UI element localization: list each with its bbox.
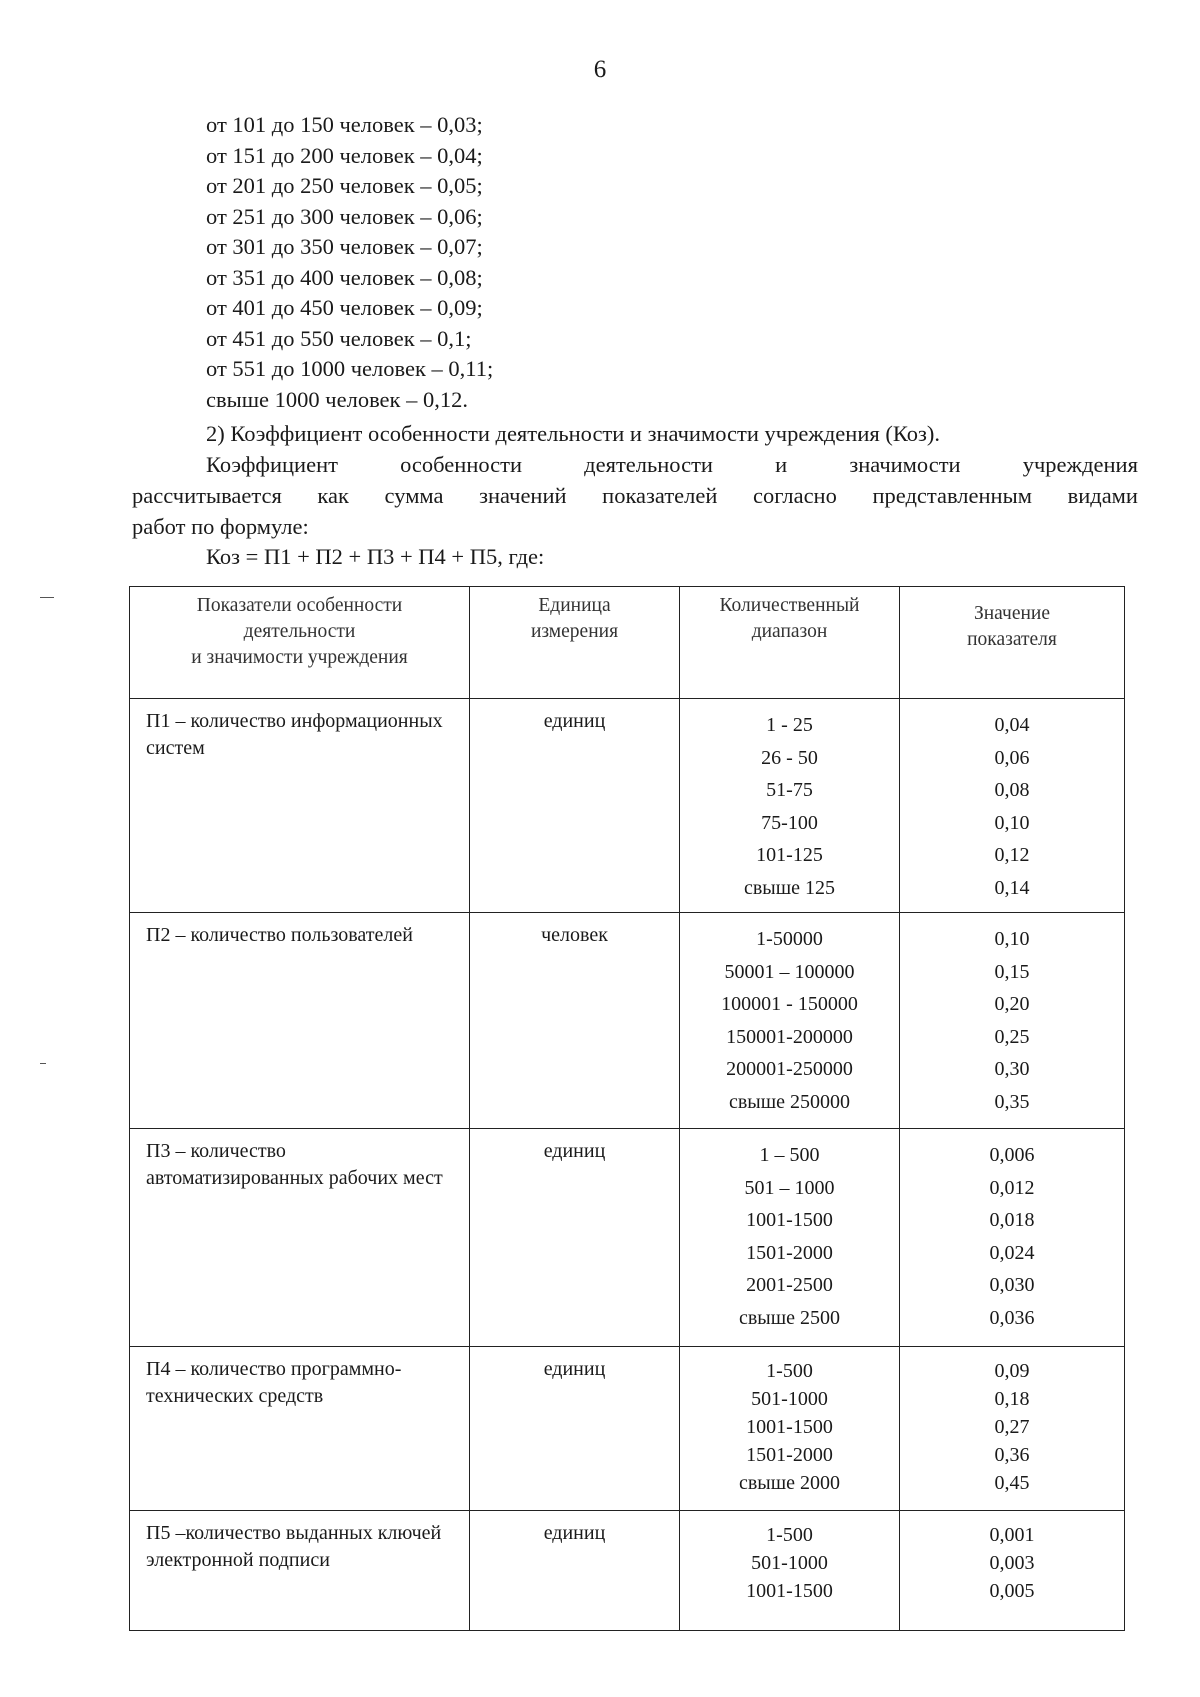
header-indicator — [130, 587, 470, 699]
range-item: 100001 - 150000 — [721, 993, 858, 1015]
header-range — [680, 587, 900, 699]
range-item: свыше 250000 — [728, 1090, 851, 1113]
paragraph-word: представленным — [872, 483, 1032, 508]
range-cell — [680, 913, 900, 1129]
list-item: от 551 до 1000 человек – 0,11; — [206, 356, 494, 381]
paragraph-word: сумма — [384, 483, 444, 508]
value-item: 0,14 — [994, 876, 1030, 899]
range-item: 1001-1500 — [746, 1580, 833, 1602]
value-item: 0,12 — [994, 844, 1030, 866]
value-item: 0,25 — [994, 1025, 1030, 1048]
indicator-cell: П2 – количество пользователей — [130, 913, 470, 1129]
list-item: от 101 до 150 человек – 0,03; — [206, 112, 483, 137]
value-item: 0,04 — [994, 714, 1030, 736]
unit-cell: единиц — [470, 1347, 680, 1511]
range-item: свыше 125 — [743, 876, 836, 899]
range-item: 1-50000 — [756, 928, 823, 950]
range-cell — [680, 1511, 900, 1631]
paragraph-line-3: работ по формуле: — [132, 514, 309, 539]
range-item: свыше 2500 — [738, 1306, 841, 1329]
list-item: свыше 1000 человек – 0,12. — [206, 386, 468, 412]
value-item: 0,024 — [989, 1241, 1035, 1264]
header-line: Количественный — [719, 595, 860, 616]
range-item: 1001-1500 — [746, 1209, 833, 1231]
list-item: от 201 до 250 человек – 0,05; — [206, 173, 483, 198]
value-cell — [900, 1129, 1125, 1347]
range-item: 1-500 — [766, 1524, 813, 1546]
range-item: 501-1000 — [751, 1552, 828, 1574]
header-line: Единица — [538, 595, 611, 616]
range-item: 101-125 — [756, 844, 823, 866]
header-line: деятельности — [243, 621, 356, 642]
value-item: 0,030 — [989, 1274, 1035, 1296]
paragraph-word: рассчитывается — [132, 483, 282, 508]
paragraph-word: видами — [1067, 483, 1138, 508]
header-line: показателя — [967, 629, 1057, 650]
range-item: 50001 – 100000 — [724, 960, 855, 983]
value-item: 0,09 — [994, 1360, 1030, 1382]
list-item: от 401 до 450 человек – 0,09; — [206, 295, 483, 320]
paragraph-word: учреждения — [1022, 452, 1138, 477]
table-row — [130, 1129, 1125, 1347]
formula: Коз = П1 + П2 + П3 + П4 + П5, где: — [206, 544, 545, 569]
paragraph-word: согласно — [753, 483, 837, 508]
value-item: 0,001 — [989, 1524, 1035, 1546]
list-item: от 251 до 300 человек – 0,06; — [206, 203, 483, 229]
table-header-row — [130, 587, 1125, 699]
paragraph-line-1 — [206, 449, 1138, 480]
paragraph-word: показателей — [602, 483, 718, 508]
header-value — [900, 587, 1125, 699]
range-item: 51-75 — [766, 779, 813, 801]
range-item: 1001-1500 — [746, 1416, 833, 1438]
unit-cell: единиц — [470, 1129, 680, 1347]
paragraph-word: значений — [479, 483, 567, 508]
range-cell — [680, 1129, 900, 1347]
paragraph-word: значимости — [849, 452, 961, 477]
paragraph-word: особенности — [400, 452, 523, 477]
value-item: 0,018 — [989, 1209, 1035, 1231]
value-item: 0,45 — [994, 1472, 1030, 1494]
range-item: 1-500 — [766, 1360, 813, 1382]
value-item: 0,15 — [994, 960, 1030, 983]
header-line: диапазон — [751, 621, 828, 642]
table-row — [130, 699, 1125, 913]
value-cell — [900, 913, 1125, 1129]
table-row — [130, 913, 1125, 1129]
value-cell — [900, 1347, 1125, 1511]
value-item: 0,10 — [994, 928, 1030, 950]
header-line: и значимости учреждения — [191, 647, 408, 668]
indicator-cell: П5 –количество выданных ключей электронной подписи — [130, 1511, 470, 1631]
range-item: 1501-2000 — [746, 1241, 833, 1264]
paragraph-word: как — [317, 483, 349, 508]
coefficient-table — [129, 586, 1125, 1631]
range-item: 200001-250000 — [726, 1058, 853, 1080]
section-heading: 2) Коэффициент особенности деятельности и значимости учреждения (Коз). — [206, 421, 940, 446]
header-line: Значение — [973, 603, 1051, 624]
paragraph-line-2 — [132, 480, 1138, 511]
range-item: 1 - 25 — [766, 714, 813, 736]
value-item: 0,18 — [994, 1388, 1030, 1410]
range-item: свыше 2000 — [738, 1472, 841, 1494]
header-line: измерения — [530, 621, 619, 642]
value-item: 0,06 — [994, 746, 1030, 769]
range-item: 1501-2000 — [746, 1444, 833, 1466]
unit-cell: единиц — [470, 699, 680, 913]
unit-cell: единиц — [470, 1511, 680, 1631]
page-number: 6 — [593, 56, 607, 83]
range-item: 150001-200000 — [726, 1025, 853, 1048]
table-row — [130, 1511, 1125, 1631]
range-item: 2001-2500 — [746, 1274, 833, 1296]
value-item: 0,20 — [994, 993, 1030, 1015]
indicator-cell: П4 – количество программно-технических средств — [130, 1347, 470, 1511]
range-cell — [680, 699, 900, 913]
value-item: 0,003 — [989, 1552, 1035, 1574]
value-item: 0,27 — [994, 1416, 1030, 1438]
list-item: от 351 до 400 человек – 0,08; — [206, 264, 483, 290]
list-item: от 151 до 200 человек – 0,04; — [206, 142, 483, 168]
range-item: 75-100 — [761, 811, 818, 834]
range-item: 26 - 50 — [761, 746, 818, 769]
value-cell — [900, 699, 1125, 913]
table-row — [130, 1347, 1125, 1511]
value-item: 0,006 — [989, 1144, 1035, 1166]
header-line: Показатели особенности — [196, 595, 403, 616]
value-item: 0,036 — [989, 1306, 1035, 1329]
scan-mark — [40, 597, 54, 598]
indicator-cell: П3 – количество автоматизированных рабочих мест — [130, 1129, 470, 1347]
value-item: 0,35 — [994, 1090, 1030, 1113]
header-unit — [470, 587, 680, 699]
range-item: 501 – 1000 — [744, 1176, 835, 1199]
paragraph-word: и — [775, 452, 788, 477]
paragraph-word: деятельности — [584, 452, 713, 477]
range-item: 501-1000 — [751, 1388, 828, 1410]
value-item: 0,36 — [994, 1444, 1030, 1466]
value-item: 0,30 — [994, 1058, 1030, 1080]
list-item: от 451 до 550 человек – 0,1; — [206, 325, 472, 351]
value-item: 0,10 — [994, 811, 1030, 834]
value-cell — [900, 1511, 1125, 1631]
unit-cell: человек — [470, 913, 680, 1129]
value-item: 0,005 — [989, 1580, 1035, 1602]
section-paragraph — [132, 449, 1138, 542]
value-item: 0,012 — [989, 1176, 1035, 1199]
range-item: 1 – 500 — [759, 1144, 820, 1166]
scan-mark — [40, 1063, 46, 1064]
indicator-cell: П1 – количество информационных систем — [130, 699, 470, 913]
range-cell — [680, 1347, 900, 1511]
value-item: 0,08 — [994, 779, 1030, 801]
staff-coefficient-list — [206, 110, 493, 415]
list-item: от 301 до 350 человек – 0,07; — [206, 234, 483, 259]
paragraph-word: Коэффициент — [206, 452, 338, 477]
